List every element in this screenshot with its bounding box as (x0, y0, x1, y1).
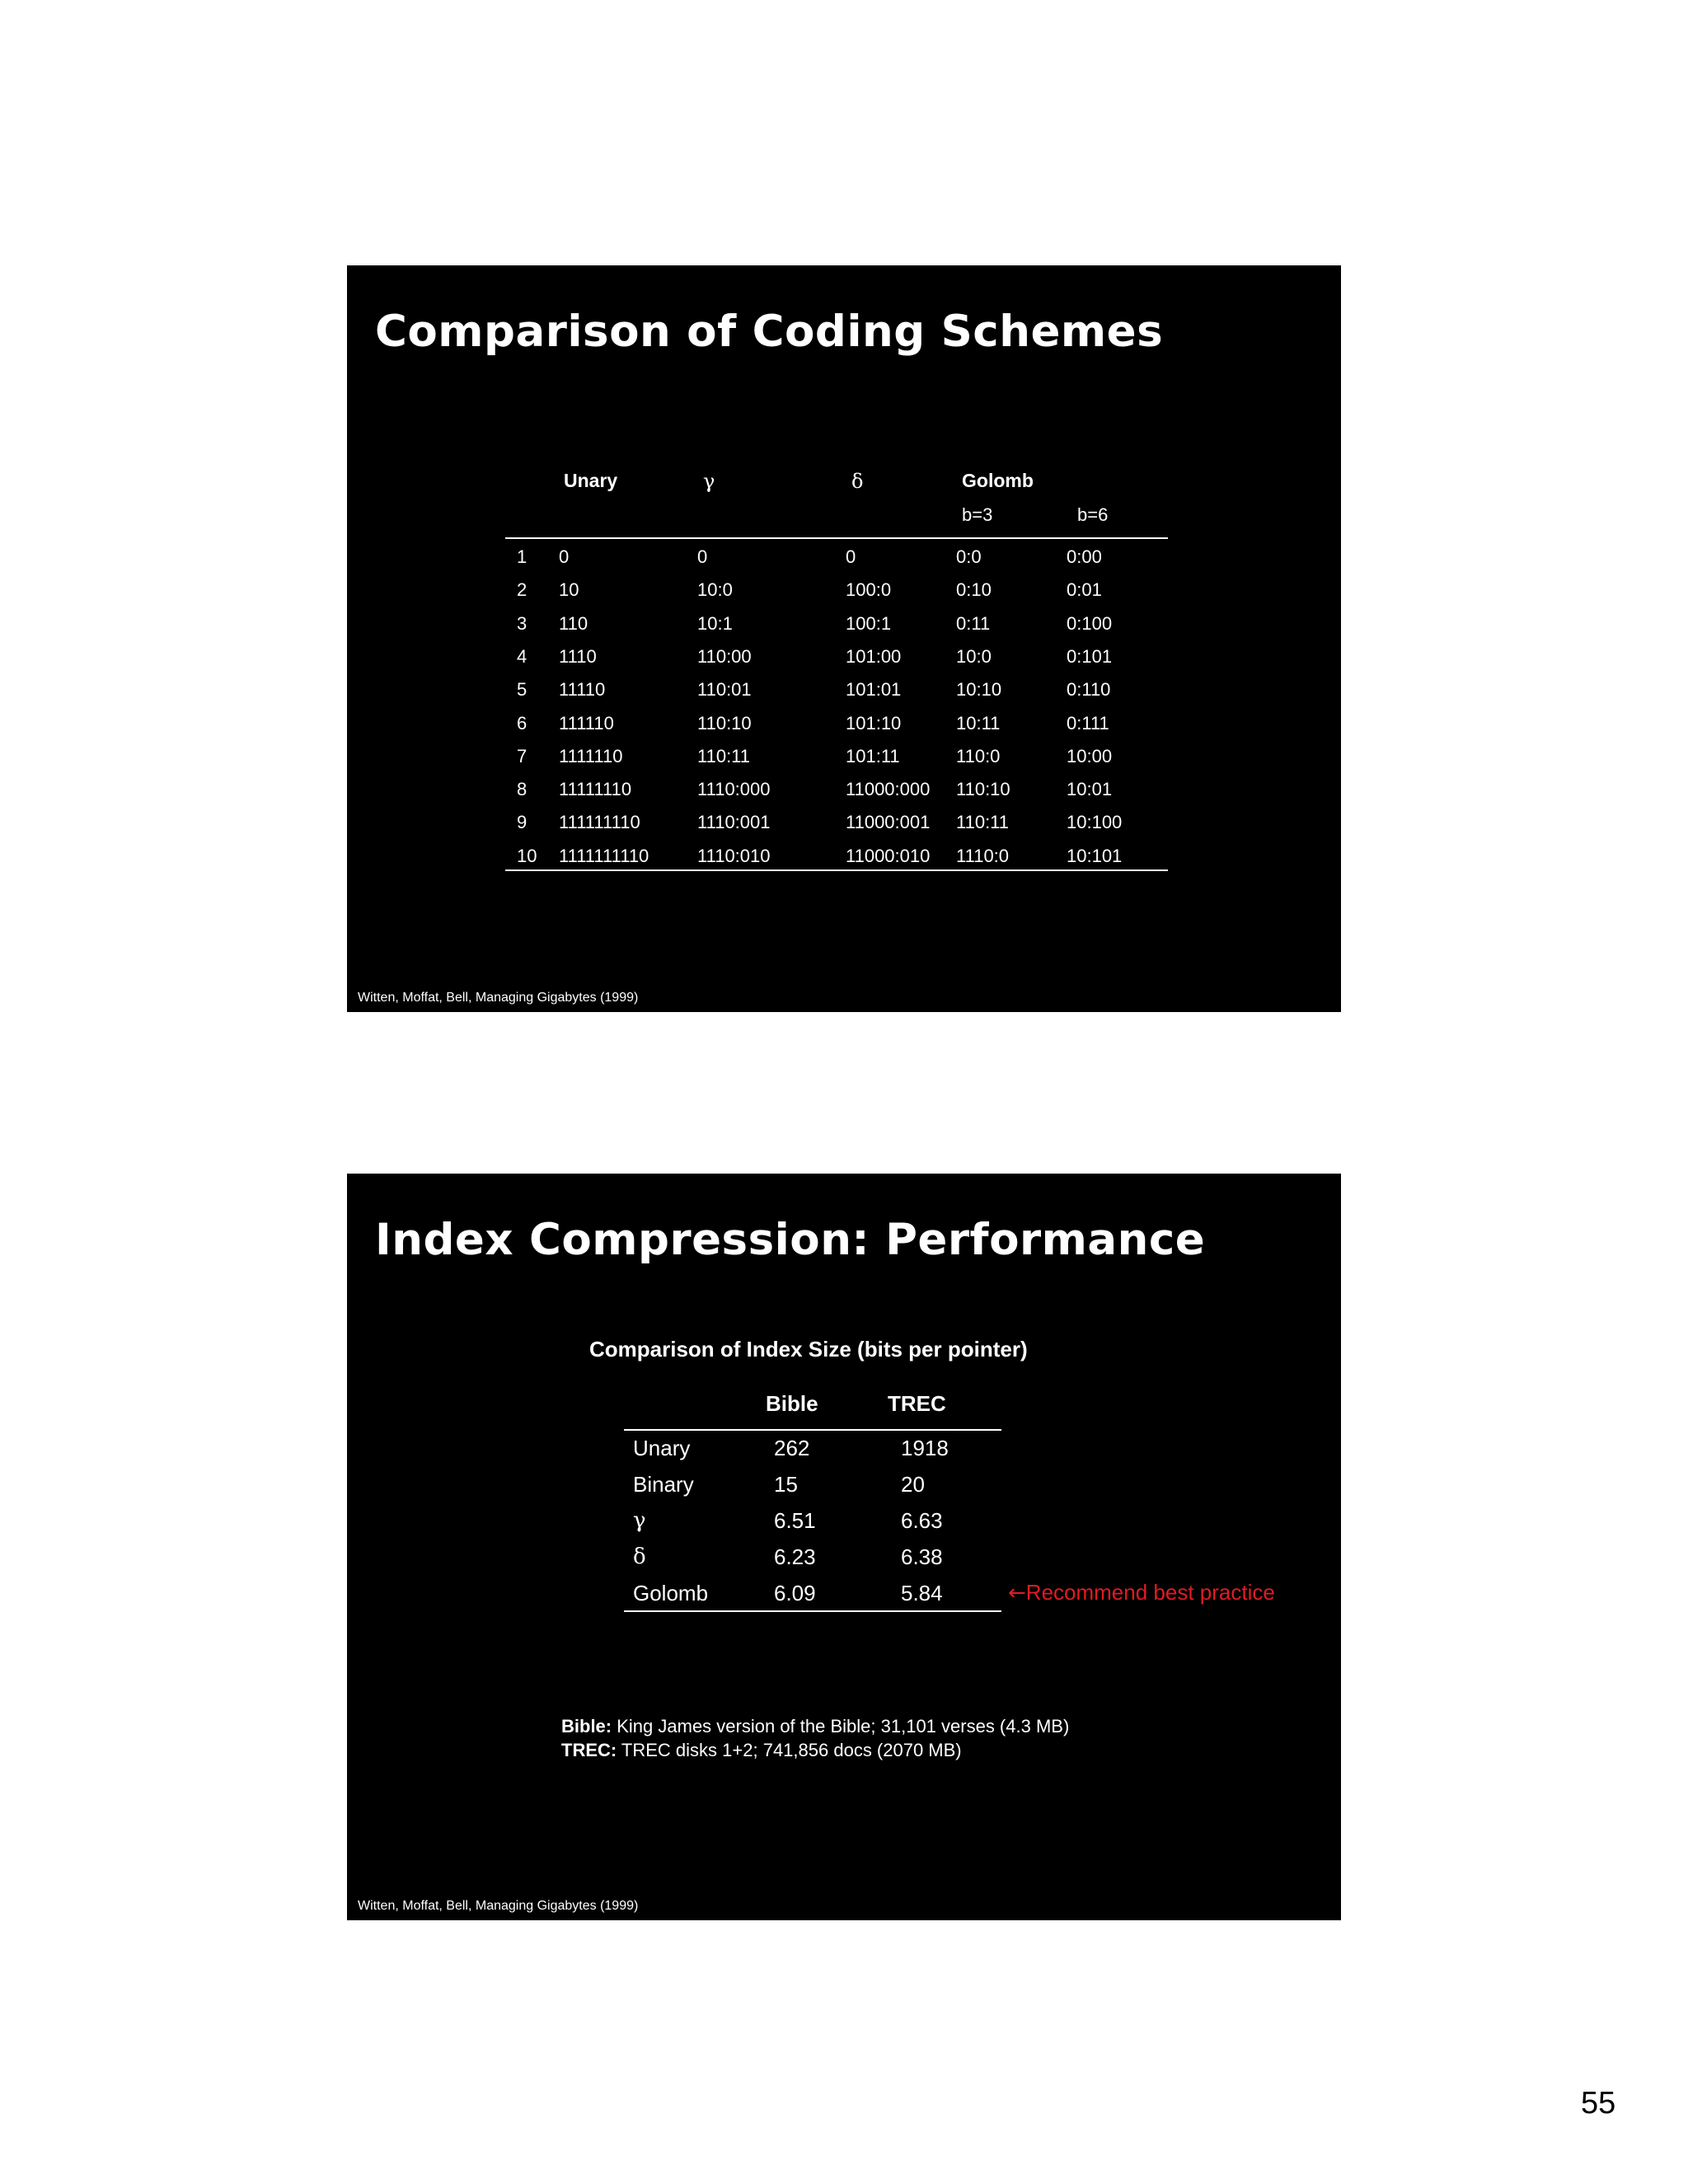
cell-gamma: 110:00 (697, 645, 752, 667)
cell-n: 2 (517, 579, 528, 601)
table-row (347, 779, 1341, 812)
cell-unary: 111110 (559, 712, 614, 733)
header-gamma: γ (703, 470, 715, 493)
table-caption: Comparison of Index Size (bits per pointer) (589, 1337, 1028, 1361)
cell-unary: 1111110 (559, 745, 623, 766)
source-credit: Witten, Moffat, Bell, Managing Gigabytes (1999) (358, 1899, 639, 1913)
recommendation-text: Recommend best practice (1025, 1580, 1275, 1605)
header-unary: Unary (564, 470, 618, 491)
cell-delta: 101:01 (846, 679, 902, 701)
slide-title: Comparison of Coding Schemes (375, 307, 1164, 357)
left-arrow-icon: ← (1008, 1581, 1026, 1605)
cell-b6: 10:00 (1067, 745, 1113, 766)
table-bottom-rule (624, 1610, 1001, 1612)
bible-text: King James version of the Bible; 31,101 verses (4.3 MB) (612, 1716, 1070, 1736)
cell-delta: 101:00 (846, 645, 902, 667)
bible-label: Bible: (561, 1716, 612, 1736)
cell-b6: 0:00 (1067, 546, 1102, 567)
table-row (347, 546, 1341, 579)
cell-n: 9 (517, 812, 528, 833)
cell-b3: 0:10 (956, 579, 992, 601)
cell-b6: 0:01 (1067, 579, 1102, 601)
table-row (347, 713, 1341, 746)
table-row (347, 1436, 1341, 1472)
cell-delta: 101:10 (846, 712, 902, 733)
cell-b3: 10:10 (956, 679, 1002, 701)
cell-b6: 0:111 (1067, 712, 1109, 733)
cell-bible: 6.23 (774, 1544, 816, 1569)
cell-n: 4 (517, 645, 528, 667)
trec-definition (561, 1738, 1069, 1762)
table-bottom-rule (505, 869, 1168, 871)
subheader-b3: b=3 (962, 504, 993, 525)
cell-b6: 0:101 (1067, 645, 1113, 667)
cell-name: γ (633, 1508, 646, 1533)
cell-gamma: 110:11 (697, 745, 751, 766)
cell-b3: 10:0 (956, 645, 992, 667)
cell-b6: 0:100 (1067, 612, 1113, 634)
table-top-rule (505, 537, 1168, 539)
cell-gamma: 110:10 (697, 712, 752, 733)
header-golomb: Golomb (962, 470, 1034, 491)
cell-trec: 5.84 (901, 1581, 943, 1605)
cell-unary: 111111110 (559, 812, 640, 833)
cell-b6: 10:01 (1067, 779, 1113, 800)
slide-index-compression (347, 1174, 1341, 1920)
header-trec: TREC (888, 1391, 946, 1416)
cell-b6: 10:101 (1067, 845, 1123, 866)
header-bible: Bible (766, 1391, 818, 1416)
cell-name: Unary (633, 1436, 691, 1460)
cell-unary: 10 (559, 579, 579, 601)
cell-n: 8 (517, 779, 528, 800)
cell-delta: 0 (846, 546, 856, 567)
cell-name: Golomb (633, 1581, 709, 1605)
cell-n: 6 (517, 712, 528, 733)
table-row (347, 613, 1341, 646)
table-row (347, 679, 1341, 712)
dataset-definitions (561, 1714, 1069, 1762)
cell-b3: 110:11 (956, 812, 1010, 833)
cell-gamma: 1110:000 (697, 779, 771, 800)
cell-n: 7 (517, 745, 528, 766)
cell-bible: 6.09 (774, 1581, 816, 1605)
cell-bible: 262 (774, 1436, 810, 1460)
cell-n: 10 (517, 845, 537, 866)
table-row (347, 846, 1341, 879)
table-row (347, 579, 1341, 612)
cell-delta: 100:0 (846, 579, 892, 601)
cell-unary: 1110 (559, 645, 597, 667)
cell-delta: 11000:001 (846, 812, 931, 833)
table-row (347, 1544, 1341, 1581)
cell-b3: 10:11 (956, 712, 1001, 733)
cell-delta: 100:1 (846, 612, 892, 634)
cell-n: 1 (517, 546, 528, 567)
slide-coding-schemes (347, 265, 1341, 1012)
cell-delta: 101:11 (846, 745, 900, 766)
cell-gamma: 10:0 (697, 579, 733, 601)
cell-n: 5 (517, 679, 528, 701)
cell-name: Binary (633, 1472, 694, 1497)
table-row (347, 1472, 1341, 1508)
recommendation-note (1008, 1580, 1275, 1605)
cell-unary: 11110 (559, 679, 606, 701)
table-row (347, 812, 1341, 845)
cell-unary: 110 (559, 612, 588, 634)
subheader-b6: b=6 (1077, 504, 1109, 525)
cell-n: 3 (517, 612, 528, 634)
cell-unary: 0 (559, 546, 570, 567)
cell-gamma: 10:1 (697, 612, 733, 634)
cell-trec: 20 (901, 1472, 925, 1497)
cell-delta: 11000:010 (846, 845, 931, 866)
cell-b6: 0:110 (1067, 679, 1111, 701)
table-row (347, 746, 1341, 779)
cell-name: δ (633, 1544, 646, 1569)
cell-bible: 6.51 (774, 1508, 816, 1533)
cell-unary: 11111110 (559, 779, 632, 800)
cell-b3: 0:11 (956, 612, 991, 634)
cell-gamma: 0 (697, 546, 708, 567)
page-number: 55 (1581, 2086, 1616, 2121)
source-credit: Witten, Moffat, Bell, Managing Gigabytes (1999) (358, 991, 639, 1005)
cell-unary: 1111111110 (559, 845, 649, 866)
slide-title: Index Compression: Performance (375, 1215, 1206, 1265)
cell-gamma: 1110:001 (697, 812, 771, 833)
cell-b3: 1110:0 (956, 845, 1010, 866)
table-row (347, 646, 1341, 679)
cell-b3: 110:0 (956, 745, 1001, 766)
cell-trec: 1918 (901, 1436, 949, 1460)
header-delta: δ (851, 470, 864, 493)
cell-trec: 6.38 (901, 1544, 943, 1569)
table-row (347, 1508, 1341, 1544)
cell-trec: 6.63 (901, 1508, 943, 1533)
cell-b3: 0:0 (956, 546, 982, 567)
cell-b3: 110:10 (956, 779, 1010, 800)
trec-text: TREC disks 1+2; 741,856 docs (2070 MB) (617, 1740, 962, 1760)
cell-gamma: 110:01 (697, 679, 752, 701)
cell-b6: 10:100 (1067, 812, 1123, 833)
table-top-rule (624, 1429, 1001, 1431)
cell-gamma: 1110:010 (697, 845, 771, 866)
cell-delta: 11000:000 (846, 779, 931, 800)
cell-bible: 15 (774, 1472, 798, 1497)
bible-definition (561, 1714, 1069, 1738)
trec-label: TREC: (561, 1740, 617, 1760)
